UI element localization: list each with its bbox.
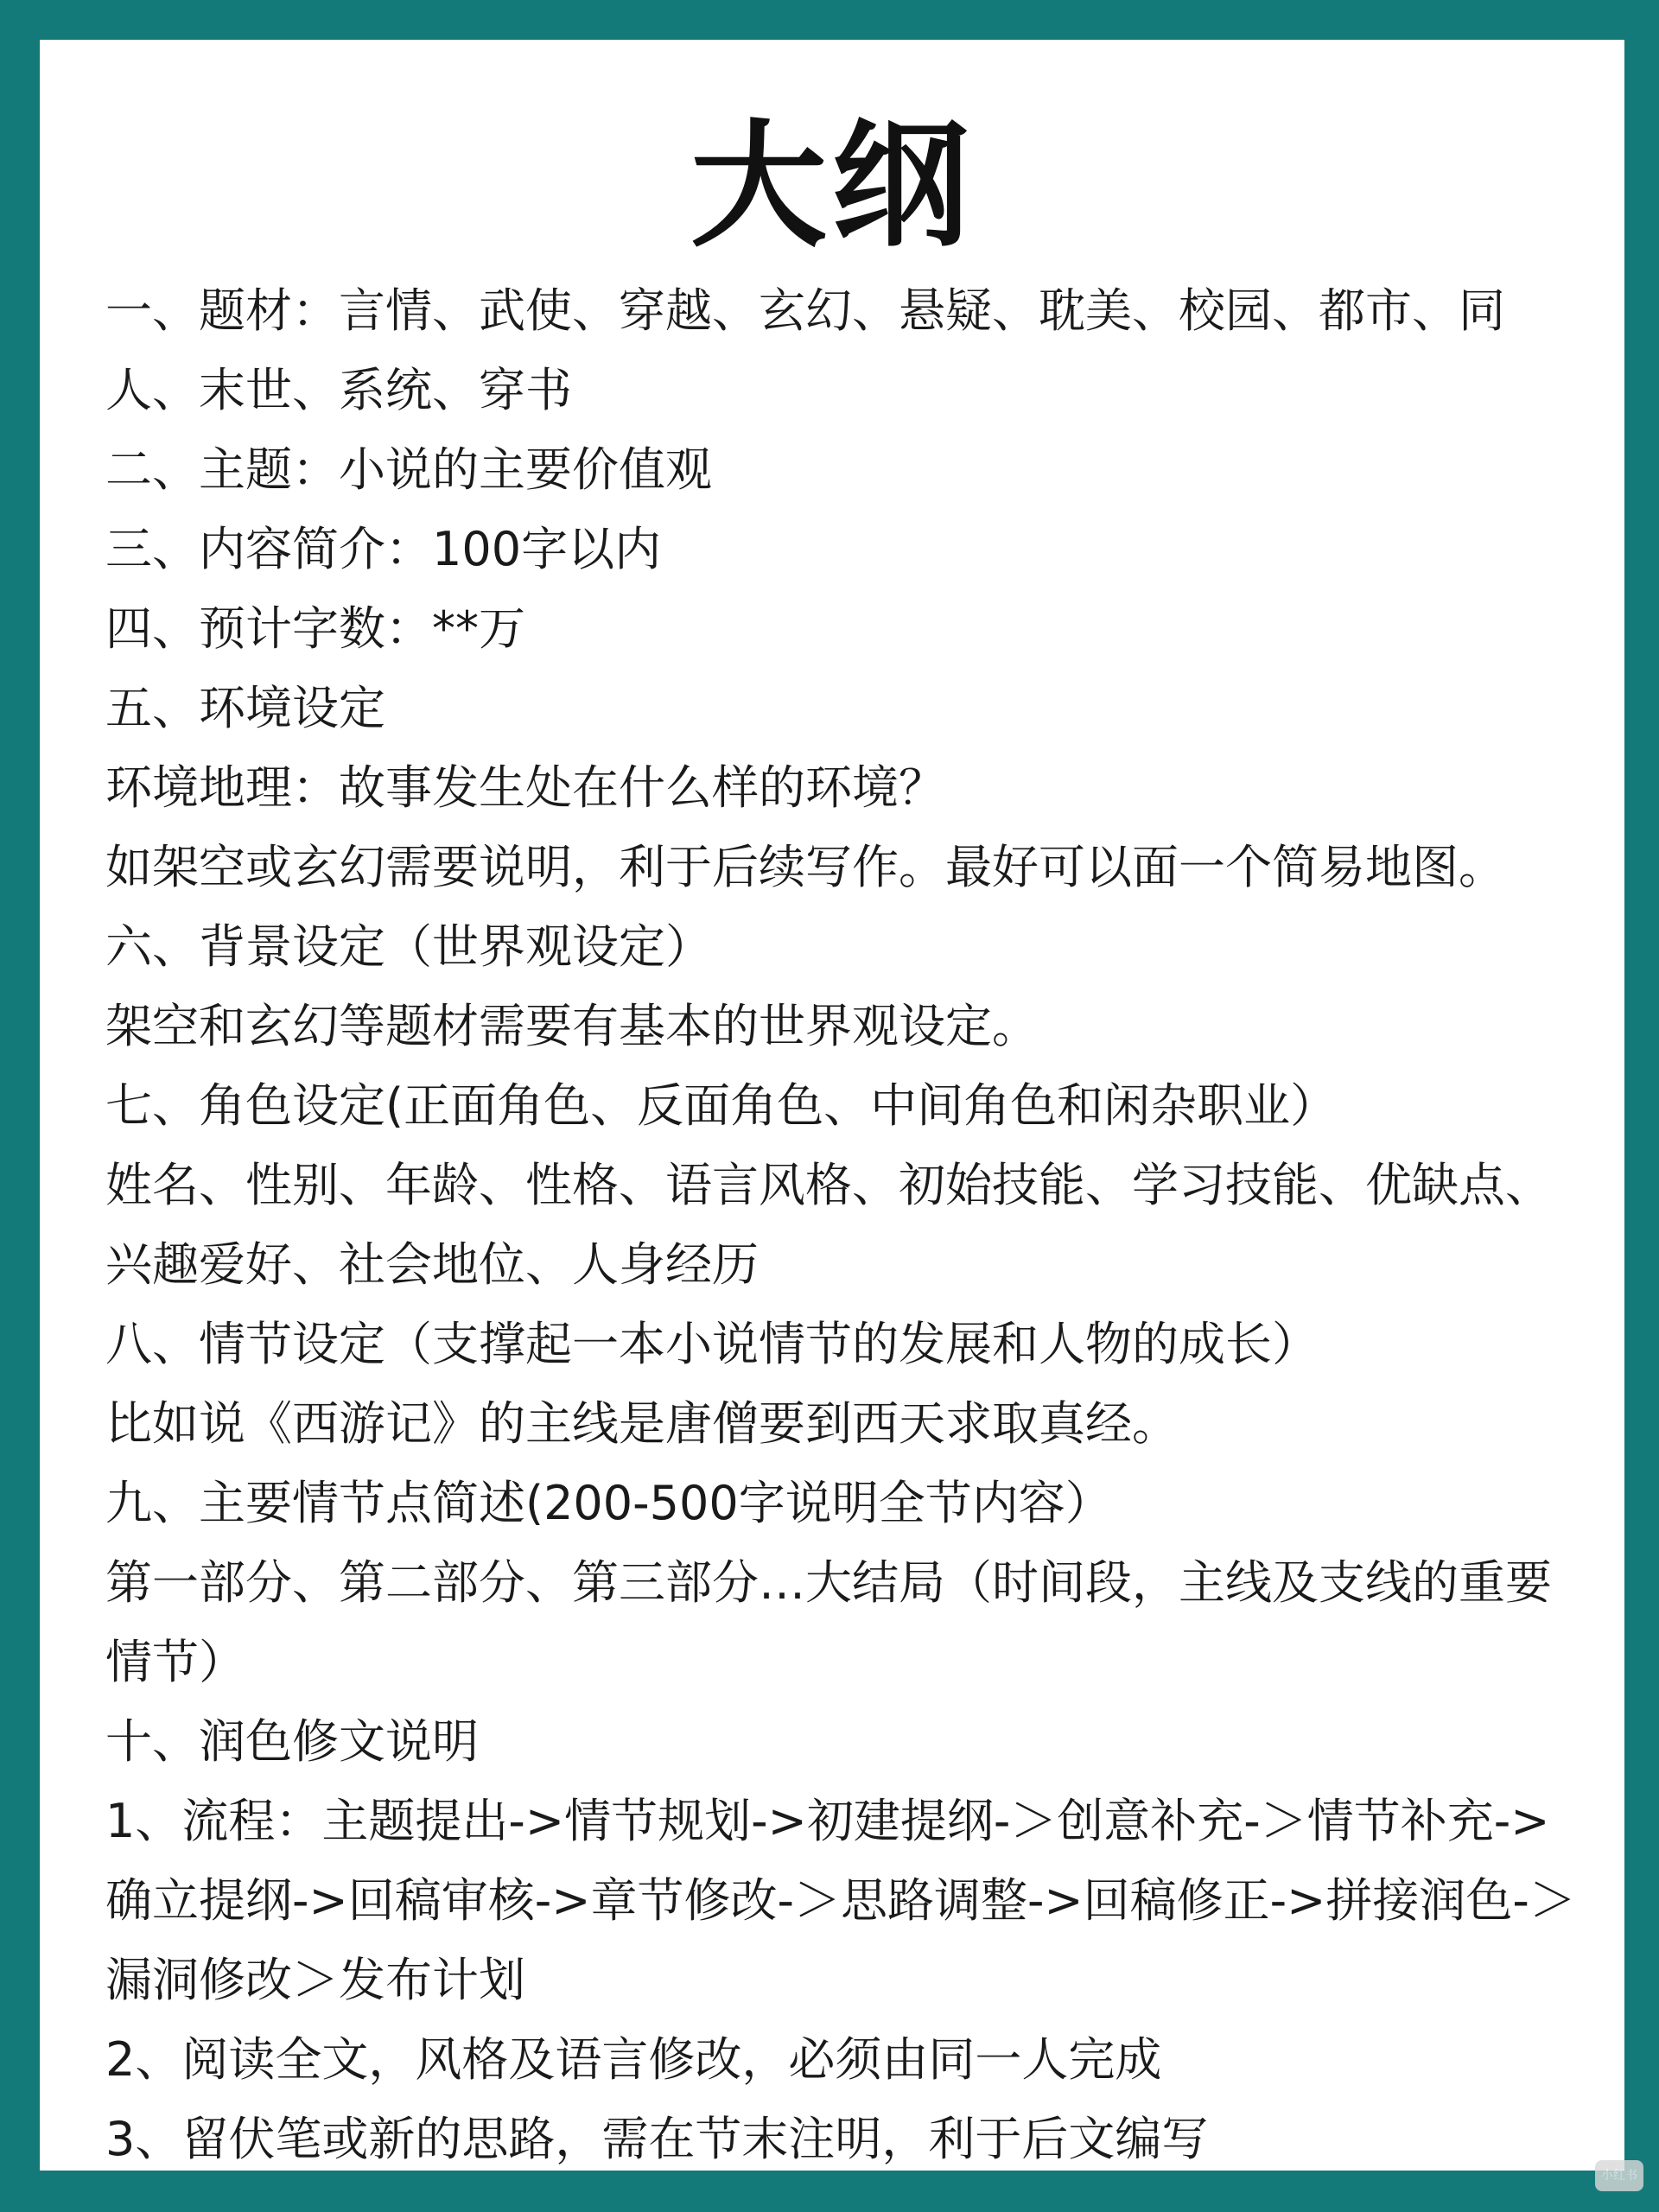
outline-line-1: 一、题材：言情、武使、穿越、玄幻、悬疑、耽美、校园、都市、同人、末世、系统、穿书: [105, 283, 1505, 417]
outline-line-8: 六、背景设定（世界观设定）: [105, 919, 712, 974]
watermark-logo: 小红书: [1595, 2160, 1643, 2191]
outline-line-15: 第一部分、第二部分、第三部分…大结局（时间段，主线及支线的重要情节）: [105, 1555, 1552, 1689]
outline-line-5: 五、环境设定: [105, 681, 385, 735]
outline-content: [105, 271, 1592, 2179]
outline-line-19: 3、留伏笔或新的思路，需在节末注明，利于后文编写: [105, 2112, 1209, 2166]
outline-line-4: 四、预计字数：**万: [105, 601, 525, 656]
outline-line-13: 比如说《西游记》的主线是唐僧要到西天求取真经。: [105, 1396, 1179, 1451]
outline-line-2: 二、主题：小说的主要价值观: [105, 442, 712, 497]
outline-line-16: 十、润色修文说明: [105, 1714, 479, 1769]
outline-line-12: 八、情节设定（支撑起一本小说情节的发展和人物的成长）: [105, 1317, 1319, 1371]
document-card: [40, 40, 1624, 2171]
outline-line-7: 如架空或玄幻需要说明，利于后续写作。最好可以面一个简易地图。: [105, 840, 1505, 894]
outline-line-10: 七、角色设定(正面角色、反面角色、中间角色和闲杂职业）: [105, 1078, 1338, 1133]
outline-line-3: 三、内容简介：100字以内: [105, 522, 662, 576]
page-title: 大纲: [690, 107, 974, 266]
outline-line-18: 2、阅读全文，风格及语言修改，必须由同一人完成: [105, 2032, 1162, 2087]
outline-line-17: 1、流程：主题提出->情节规划->初建提纲-＞创意补充-＞情节补充->确立提纲->回稿审核->章节修改-＞思路调整->回稿修正->拼接润色-＞漏洞修改＞发布计划: [105, 1794, 1576, 2007]
outline-line-9: 架空和玄幻等题材需要有基本的世界观设定。: [105, 999, 1039, 1053]
outline-line-11: 姓名、性别、年龄、性格、语言风格、初始技能、学习技能、优缺点、兴趣爱好、社会地位、人身经历: [105, 1158, 1552, 1292]
outline-line-6: 环境地理：故事发生处在什么样的环境？: [105, 760, 945, 815]
outline-line-14: 九、主要情节点简述(200-500字说明全节内容）: [105, 1476, 1112, 1530]
